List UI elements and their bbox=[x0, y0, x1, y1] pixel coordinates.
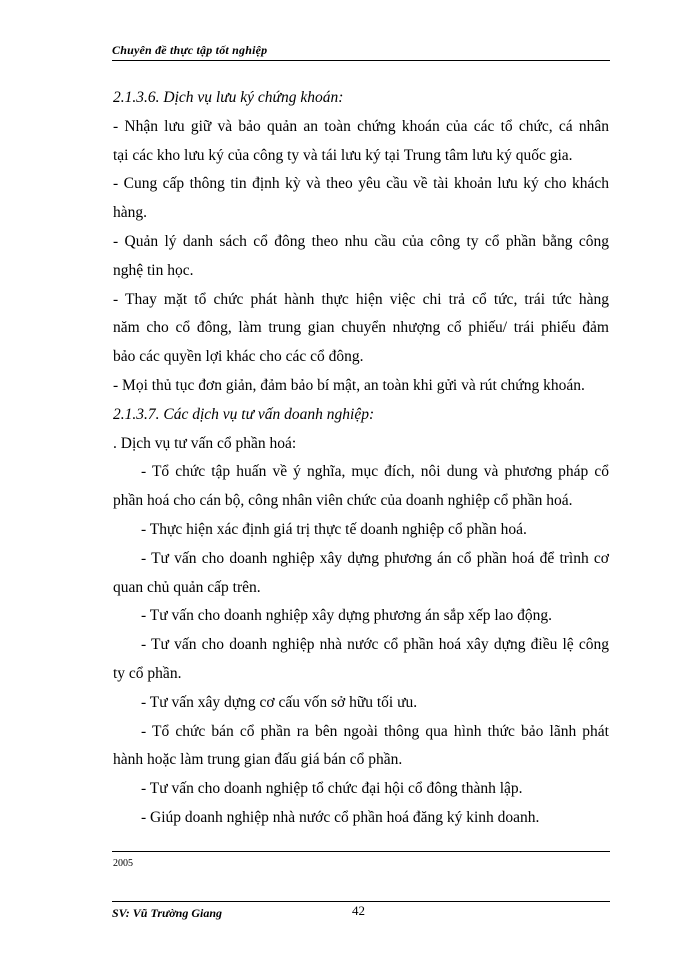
body-text bbox=[113, 84, 609, 833]
text-line: hành hoặc làm trung gian đấu giá bán cổ phần. bbox=[113, 751, 403, 769]
text-line: - Mọi thủ tục đơn giản, đảm bảo bí mật, an toàn khi gửi và rút chứng khoán. bbox=[113, 376, 585, 394]
text-line: - Tư vấn xây dựng cơ cấu vốn sở hữu tối ưu. bbox=[141, 693, 418, 711]
text-line: hàng. bbox=[113, 204, 148, 222]
text-line: - Cung cấp thông tin định kỳ và theo yêu cầu về tài khoản lưu ký cho khách bbox=[113, 175, 609, 193]
text-line: phần hoá cho cán bộ, công nhân viên chức của doanh nghiệp cổ phần hoá. bbox=[113, 492, 573, 510]
header-rule bbox=[112, 60, 610, 61]
text-line: bảo các quyền lợi khác cho các cổ đông. bbox=[113, 348, 364, 366]
footnote-rule bbox=[112, 851, 610, 852]
text-line: - Thực hiện xác định giá trị thực tế doanh nghiệp cổ phần hoá. bbox=[141, 520, 527, 538]
running-header: Chuyên đề thực tập tốt nghiệp bbox=[112, 43, 268, 57]
footer-rule bbox=[112, 901, 610, 902]
text-line: - Tư vấn cho doanh nghiệp tổ chức đại hội cổ đông thành lập. bbox=[141, 780, 523, 798]
text-line: - Quản lý danh sách cổ đông theo nhu cầu của công ty cổ phần bằng công bbox=[113, 232, 609, 250]
text-line: - Tư vấn cho doanh nghiệp xây dựng phương án cổ phần hoá để trình cơ bbox=[141, 549, 609, 567]
text-line: tại các kho lưu ký của công ty và tái lưu ký tại Trung tâm lưu ký quốc gia. bbox=[113, 146, 573, 164]
text-line: ty cổ phần. bbox=[113, 664, 182, 682]
text-line: . Dịch vụ tư vấn cổ phần hoá: bbox=[113, 434, 297, 452]
page-number: 42 bbox=[352, 903, 365, 918]
footer-author: SV: Vũ Trường Giang bbox=[112, 906, 222, 920]
text-line: quan chủ quản cấp trên. bbox=[113, 578, 261, 596]
text-line: - Tổ chức tập huấn về ý nghĩa, mục đích, nôi dung và phương pháp cổ bbox=[141, 463, 609, 481]
section-heading: 2.1.3.7. Các dịch vụ tư vấn doanh nghiệp: bbox=[113, 405, 375, 423]
footer-year: 2005 bbox=[113, 858, 133, 869]
text-line: - Tổ chức bán cổ phần ra bên ngoài thông qua hình thức bảo lãnh phát bbox=[141, 722, 609, 740]
text-line: - Giúp doanh nghiệp nhà nước cổ phần hoá đăng ký kinh doanh. bbox=[141, 808, 540, 826]
text-line: nghệ tin học. bbox=[113, 261, 194, 279]
section-heading: 2.1.3.6. Dịch vụ lưu ký chứng khoán: bbox=[113, 89, 344, 106]
text-line: năm cho cổ đông, làm trung gian chuyển nhượng cổ phiếu/ trái phiếu đảm bbox=[113, 319, 609, 337]
text-line: - Tư vấn cho doanh nghiệp xây dựng phương án sắp xếp lao động. bbox=[141, 607, 553, 625]
text-line: - Thay mặt tổ chức phát hành thực hiện việc chi trả cổ tức, trái tức hàng bbox=[113, 290, 609, 308]
text-line: - Nhận lưu giữ và bảo quản an toàn chứng khoán của các tổ chức, cá nhân bbox=[113, 117, 609, 135]
text-line: - Tư vấn cho doanh nghiệp nhà nước cổ phần hoá xây dựng điều lệ công bbox=[141, 636, 609, 654]
